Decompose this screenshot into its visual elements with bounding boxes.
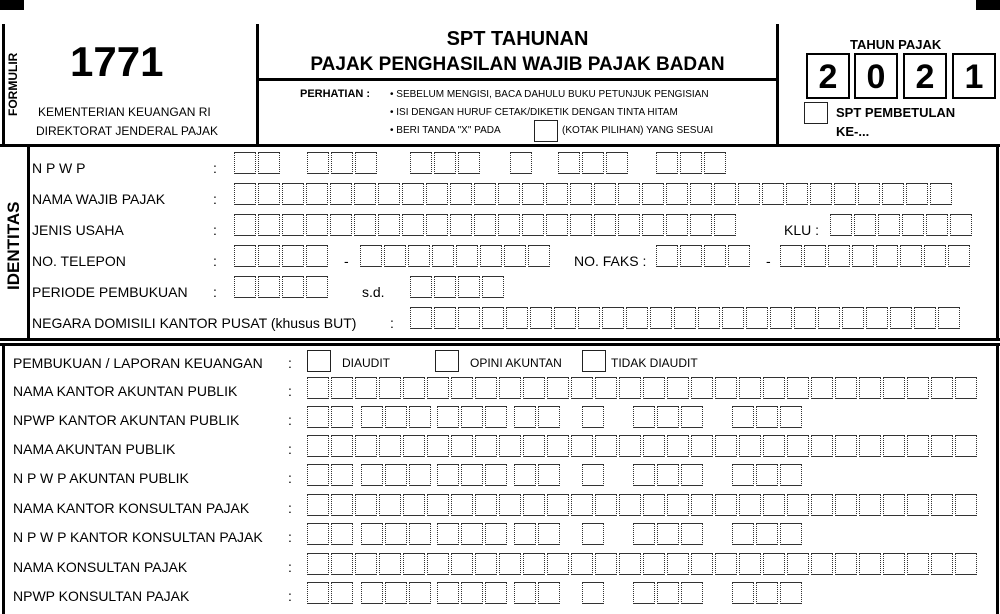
colon: : <box>213 191 217 207</box>
negara-label: NEGARA DOMISILI KANTOR PUSAT (khusus BUT) <box>32 315 357 331</box>
npwp-ap-field[interactable] <box>633 464 705 486</box>
form-subtitle: PAJAK PENGHASILAN WAJIB PAJAK BADAN <box>310 54 725 75</box>
divider <box>0 338 1000 341</box>
npwp-kap-field[interactable] <box>582 406 606 428</box>
npwp-ap-field[interactable] <box>437 464 509 486</box>
npwp-label: N P W P <box>32 160 86 176</box>
npwp-kkp-label: N P W P KANTOR KONSULTAN PAJAK <box>13 529 263 545</box>
dash: - <box>344 253 349 269</box>
example-checkbox <box>534 120 558 142</box>
npwp-kp-label: NPWP KONSULTAN PAJAK <box>13 588 190 604</box>
jenis-usaha-field[interactable] <box>234 214 738 236</box>
faks-number-field[interactable] <box>780 245 972 267</box>
npwp-kkp-field[interactable] <box>514 523 562 545</box>
diaudit-checkbox[interactable] <box>307 350 331 372</box>
colon: : <box>288 500 292 516</box>
npwp-field[interactable] <box>234 152 282 174</box>
npwp-kp-field[interactable] <box>514 582 562 604</box>
nama-ap-label: NAMA AKUNTAN PUBLIK <box>13 441 176 457</box>
dash: - <box>766 253 771 269</box>
npwp-ap-label: N P W P AKUNTAN PUBLIK <box>13 470 189 486</box>
npwp-kkp-field[interactable] <box>582 523 606 545</box>
npwp-ap-field[interactable] <box>732 464 804 486</box>
tidak-diaudit-checkbox[interactable] <box>582 350 606 372</box>
npwp-kap-field[interactable] <box>437 406 509 428</box>
colon: : <box>288 470 292 486</box>
npwp-kp-field[interactable] <box>582 582 606 604</box>
npwp-kkp-field[interactable] <box>361 523 433 545</box>
colon: : <box>288 355 292 371</box>
nama-kkp-field[interactable] <box>307 494 979 516</box>
nama-kkp-label: NAMA KANTOR KONSULTAN PAJAK <box>13 500 250 516</box>
colon: : <box>288 383 292 399</box>
corner-mark-left <box>0 0 24 10</box>
npwp-field[interactable] <box>410 152 482 174</box>
colon: : <box>288 412 292 428</box>
negara-field[interactable] <box>410 307 962 329</box>
nama-kp-field[interactable] <box>307 553 979 575</box>
note-2: • ISI DENGAN HURUF CETAK/DIKETIK DENGAN TINTA HITAM <box>390 107 678 118</box>
divider <box>256 78 779 81</box>
opini-checkbox[interactable] <box>435 350 459 372</box>
border <box>996 144 999 340</box>
form-title: SPT TAHUNAN <box>446 28 589 50</box>
identitas-label: IDENTITAS <box>4 201 23 290</box>
divider <box>0 343 1000 346</box>
formulir-label: FORMULIR <box>6 52 20 116</box>
pembetulan-ke-label: KE-... <box>836 124 870 139</box>
pembetulan-label: SPT PEMBETULAN <box>836 105 956 120</box>
perhatian-label: PERHATIAN : <box>300 88 371 100</box>
colon: : <box>288 441 292 457</box>
opini-label: OPINI AKUNTAN <box>470 356 562 370</box>
tahun-pajak-label: TAHUN PAJAK <box>850 37 942 52</box>
tidak-diaudit-label: TIDAK DIAUDIT <box>611 356 698 370</box>
nama-wp-field[interactable] <box>234 183 954 205</box>
faks-label: NO. FAKS : <box>574 253 647 269</box>
form-number: 1771 <box>70 38 164 85</box>
telepon-label: NO. TELEPON <box>32 253 126 269</box>
npwp-kkp-field[interactable] <box>437 523 509 545</box>
colon: : <box>390 315 394 331</box>
periode-label: PERIODE PEMBUKUAN <box>32 284 188 300</box>
npwp-kp-field[interactable] <box>307 582 355 604</box>
border <box>996 343 999 614</box>
colon: : <box>288 588 292 604</box>
border <box>2 24 5 144</box>
npwp-field[interactable] <box>510 152 534 174</box>
directorate-label: DIREKTORAT JENDERAL PAJAK <box>36 124 219 138</box>
npwp-kp-field[interactable] <box>732 582 804 604</box>
colon: : <box>213 253 217 269</box>
npwp-ap-field[interactable] <box>307 464 355 486</box>
klu-field[interactable] <box>830 214 974 236</box>
npwp-kkp-field[interactable] <box>633 523 705 545</box>
corner-mark-right <box>976 0 1000 10</box>
npwp-kap-field[interactable] <box>633 406 705 428</box>
klu-label: KLU : <box>784 222 820 238</box>
pembukuan-label: PEMBUKUAN / LAPORAN KEUANGAN <box>13 355 263 371</box>
year-digit-4[interactable]: 1 <box>952 53 996 99</box>
npwp-kap-field[interactable] <box>514 406 562 428</box>
colon: : <box>213 160 217 176</box>
year-digit-3[interactable]: 2 <box>903 53 947 99</box>
telepon-area-field[interactable] <box>234 245 330 267</box>
npwp-kkp-field[interactable] <box>307 523 355 545</box>
npwp-kp-field[interactable] <box>437 582 509 604</box>
colon: : <box>213 284 217 300</box>
nama-kp-label: NAMA KONSULTAN PAJAK <box>13 559 188 575</box>
periode-start-field[interactable] <box>234 276 330 298</box>
colon: : <box>213 222 217 238</box>
colon: : <box>288 529 292 545</box>
nama-kap-field[interactable] <box>307 377 979 399</box>
border <box>2 343 5 614</box>
npwp-kap-field[interactable] <box>732 406 804 428</box>
ministry-label: KEMENTERIAN KEUANGAN RI <box>38 105 211 119</box>
diaudit-label: DIAUDIT <box>342 356 390 370</box>
npwp-field[interactable] <box>307 152 379 174</box>
nama-ap-field[interactable] <box>307 435 979 457</box>
npwp-kkp-field[interactable] <box>732 523 804 545</box>
year-digit-1[interactable]: 2 <box>806 53 850 99</box>
telepon-number-field[interactable] <box>360 245 552 267</box>
note-1: • SEBELUM MENGISI, BACA DAHULU BUKU PETUNJUK PENGISIAN <box>390 89 709 100</box>
npwp-field[interactable] <box>558 152 630 174</box>
divider <box>0 144 1000 147</box>
nama-kap-label: NAMA KANTOR AKUNTAN PUBLIK <box>13 383 238 399</box>
sd-label: s.d. <box>362 284 385 300</box>
npwp-field[interactable] <box>656 152 728 174</box>
section-divider <box>27 144 30 340</box>
periode-end-field[interactable] <box>410 276 506 298</box>
npwp-ap-field[interactable] <box>514 464 562 486</box>
faks-area-field[interactable] <box>656 245 752 267</box>
npwp-ap-field[interactable] <box>582 464 606 486</box>
npwp-kap-label: NPWP KANTOR AKUNTAN PUBLIK <box>13 412 240 428</box>
note-3b: (KOTAK PILIHAN) YANG SESUAI <box>562 125 714 136</box>
npwp-kap-field[interactable] <box>361 406 433 428</box>
npwp-ap-field[interactable] <box>361 464 433 486</box>
colon: : <box>288 559 292 575</box>
jenis-usaha-label: JENIS USAHA <box>32 222 124 238</box>
npwp-kp-field[interactable] <box>361 582 433 604</box>
pembetulan-checkbox[interactable] <box>804 102 828 124</box>
nama-wp-label: NAMA WAJIB PAJAK <box>32 191 166 207</box>
npwp-kp-field[interactable] <box>633 582 705 604</box>
year-digit-2[interactable]: 0 <box>854 53 898 99</box>
npwp-kap-field[interactable] <box>307 406 355 428</box>
note-3: • BERI TANDA "X" PADA <box>390 125 501 136</box>
